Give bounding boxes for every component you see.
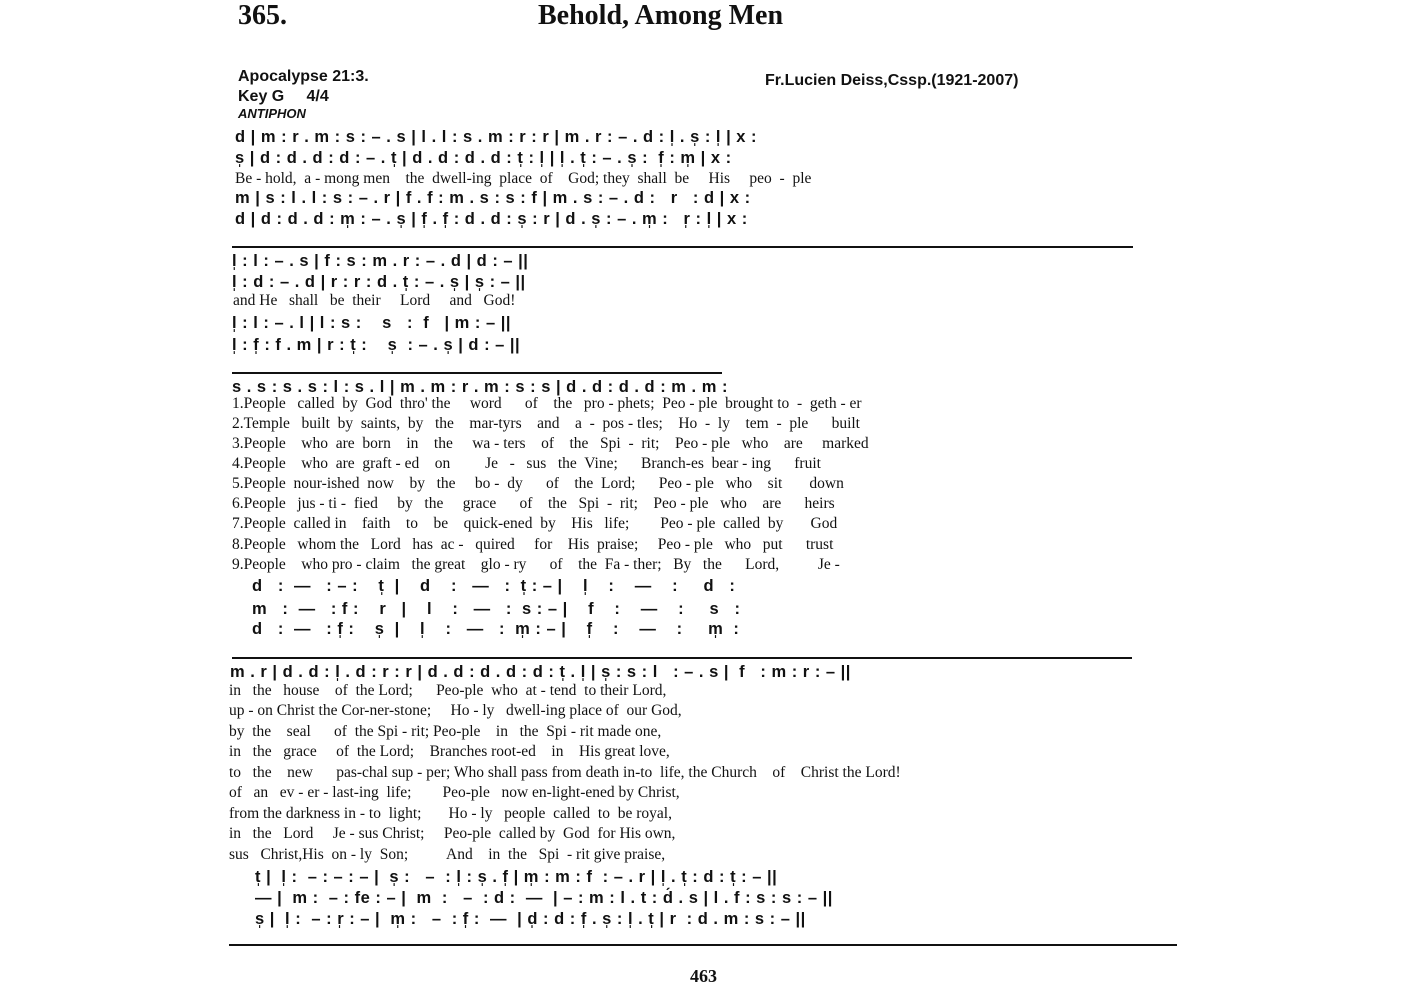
composer-credit: Fr.Lucien Deiss,Cssp.(1921-2007)	[765, 72, 1019, 89]
verse-8-end: in the Lord Je - sus Christ; Peo-ple called by God for His own,	[229, 825, 676, 842]
antiphon-lyrics: Be - hold, a - mong men the dwell-ing place of God; they shall be His peo - ple	[235, 170, 812, 187]
antiphon-alto-2: l̩ : d : – . d | r : r : d . t̩ : – . s̩ | s̩ : – ||	[232, 273, 526, 291]
verse-melody: s . s : s . s : l : s . l | m . m : r . m : s : s | d . d : d . d : m . m :	[232, 378, 728, 396]
antiphon-tenor-2: l̩ : l : – . l | l : s : s : f | m : – ||	[232, 314, 512, 332]
verse-7-end: from the darkness in - to light; Ho - ly people called to be royal,	[229, 805, 672, 822]
verse-3-line: 3.People who are born in the wa - ters of the Spi - rit; Peo - ple who are marked	[232, 435, 869, 452]
verse-harmony-tenor: m : — : f : r | l : — : s : – | f : — : s :	[252, 600, 741, 618]
verse-melody-2: m . r | d . d : l̩ . d : r : r | d . d : d . d : d : t̩ . l̩ | s̩ : s : l : – . s | f : m : r : – ||	[230, 663, 851, 681]
hymn-number: 365.	[238, 0, 287, 31]
verse-harmony-bass-2: s̩ | l̩ : – : r̩ : – | m̩ : – : f̩ : — | d̩ : d : f̩ . s̩ : l̩ . t̩ | r : d . m : s : – ||	[255, 910, 806, 928]
verse-2-end: up - on Christ the Cor-ner-stone; Ho - ly dwell-ing place of our God,	[229, 702, 682, 719]
verse-1-line: 1.People called by God thro' the word of the pro - phets; Peo - ple brought to - geth - er	[232, 395, 862, 412]
key-signature: Key G 4/4	[238, 88, 329, 105]
antiphon-tenor: m | s : l . l : s : – . r | f . f : m . s : s : f | m . s : – . d : r : d | x :	[235, 189, 751, 207]
antiphon-soprano-2: l̩ : l : – . s | f : s : m . r : – . d | d : – ||	[232, 252, 529, 270]
verse-9-line: 9.People who pro - claim the great glo - ry of the Fa - ther; By the Lord, Je -	[232, 556, 840, 573]
antiphon-bass-2: l̩ : f̩ : f . m | r : t̩ : s̩ : – . s̩ | d : – ||	[232, 336, 521, 354]
scripture-reference: Apocalypse 21:3.	[238, 68, 369, 85]
divider	[232, 657, 1132, 659]
divider	[232, 246, 1133, 248]
verse-4-line: 4.People who are graft - ed on Je - sus the Vine; Branch-es bear - ing fruit	[232, 455, 821, 472]
antiphon-label: ANTIPHON	[238, 106, 306, 121]
antiphon-lyrics-2: and He shall be their Lord and God!	[233, 292, 516, 309]
verse-8-line: 8.People whom the Lord has ac - quired for His praise; Peo - ple who put trust	[232, 536, 834, 553]
verse-2-line: 2.Temple built by saints, by the mar-tyrs and a - pos - tles; Ho - ly tem - ple built	[232, 415, 860, 432]
antiphon-bass: d | d : d . d : m̩ : – . s̩ | f̩ . f̩ : d . d : s̩ : r | d . s̩ : – . m̩ : r̩ : l̩ | x :	[235, 210, 748, 228]
hymn-title: Behold, Among Men	[538, 0, 784, 31]
verse-harmony-alto-2: t̩ | l̩ : – : – : – | s̩ : – : l̩ : s̩ . f̩ | m̩ : m : f : – . r | l̩ . t̩ : d : t̩ : – ||	[255, 868, 778, 886]
verse-9-end: sus Christ,His on - ly Son; And in the Spi - rit give praise,	[229, 846, 666, 863]
verse-6-line: 6.People jus - ti - fied by the grace of the Spi - rit; Peo - ple who are heirs	[232, 495, 835, 512]
divider	[229, 944, 1177, 946]
verse-harmony-alto: d : — : – : t̩ | d : — : t̩ : – | l̩ : — : d :	[252, 577, 736, 595]
divider	[232, 372, 722, 374]
verse-5-line: 5.People nour-ished now by the bo - dy of the Lord; Peo - ple who sit down	[232, 475, 844, 492]
verse-harmony-tenor-2: — | m : – : fe : – | m : – : d : — | – : m : l . t : d́ . s | l . f : s : s : – ||	[255, 889, 833, 907]
verse-3-end: by the seal of the Spi - rit; Peo-ple in the Spi - rit made one,	[229, 723, 662, 740]
verse-5-end: to the new pas-chal sup - per; Who shall pass from death in-to life, the Church of Christ the Lord!	[229, 764, 901, 781]
verse-6-end: of an ev - er - last-ing life; Peo-ple now en-light-ened by Christ,	[229, 784, 680, 801]
page-number: 463	[690, 966, 717, 986]
verse-7-line: 7.People called in faith to be quick-ened by His life; Peo - ple called by God	[232, 515, 838, 532]
verse-harmony-bass: d : — : f̩ : s̩ | l̩ : — : m̩ : – | f̩ : — : m̩ :	[252, 620, 740, 638]
antiphon-alto: s̩ | d : d . d : d : – . t̩ | d . d : d . d : t̩ : l̩ | l̩ . t̩ : – . s̩ : f̩ : m̩ | x :	[235, 149, 732, 167]
verse-1-end: in the house of the Lord; Peo-ple who at - tend to their Lord,	[229, 682, 667, 699]
verse-4-end: in the grace of the Lord; Branches root-ed in His great love,	[229, 743, 670, 760]
antiphon-soprano: d | m : r . m : s : – . s | l . l : s . m : r : r | m . r : – . d : l̩ . s̩ : l̩ | x :	[235, 128, 758, 146]
